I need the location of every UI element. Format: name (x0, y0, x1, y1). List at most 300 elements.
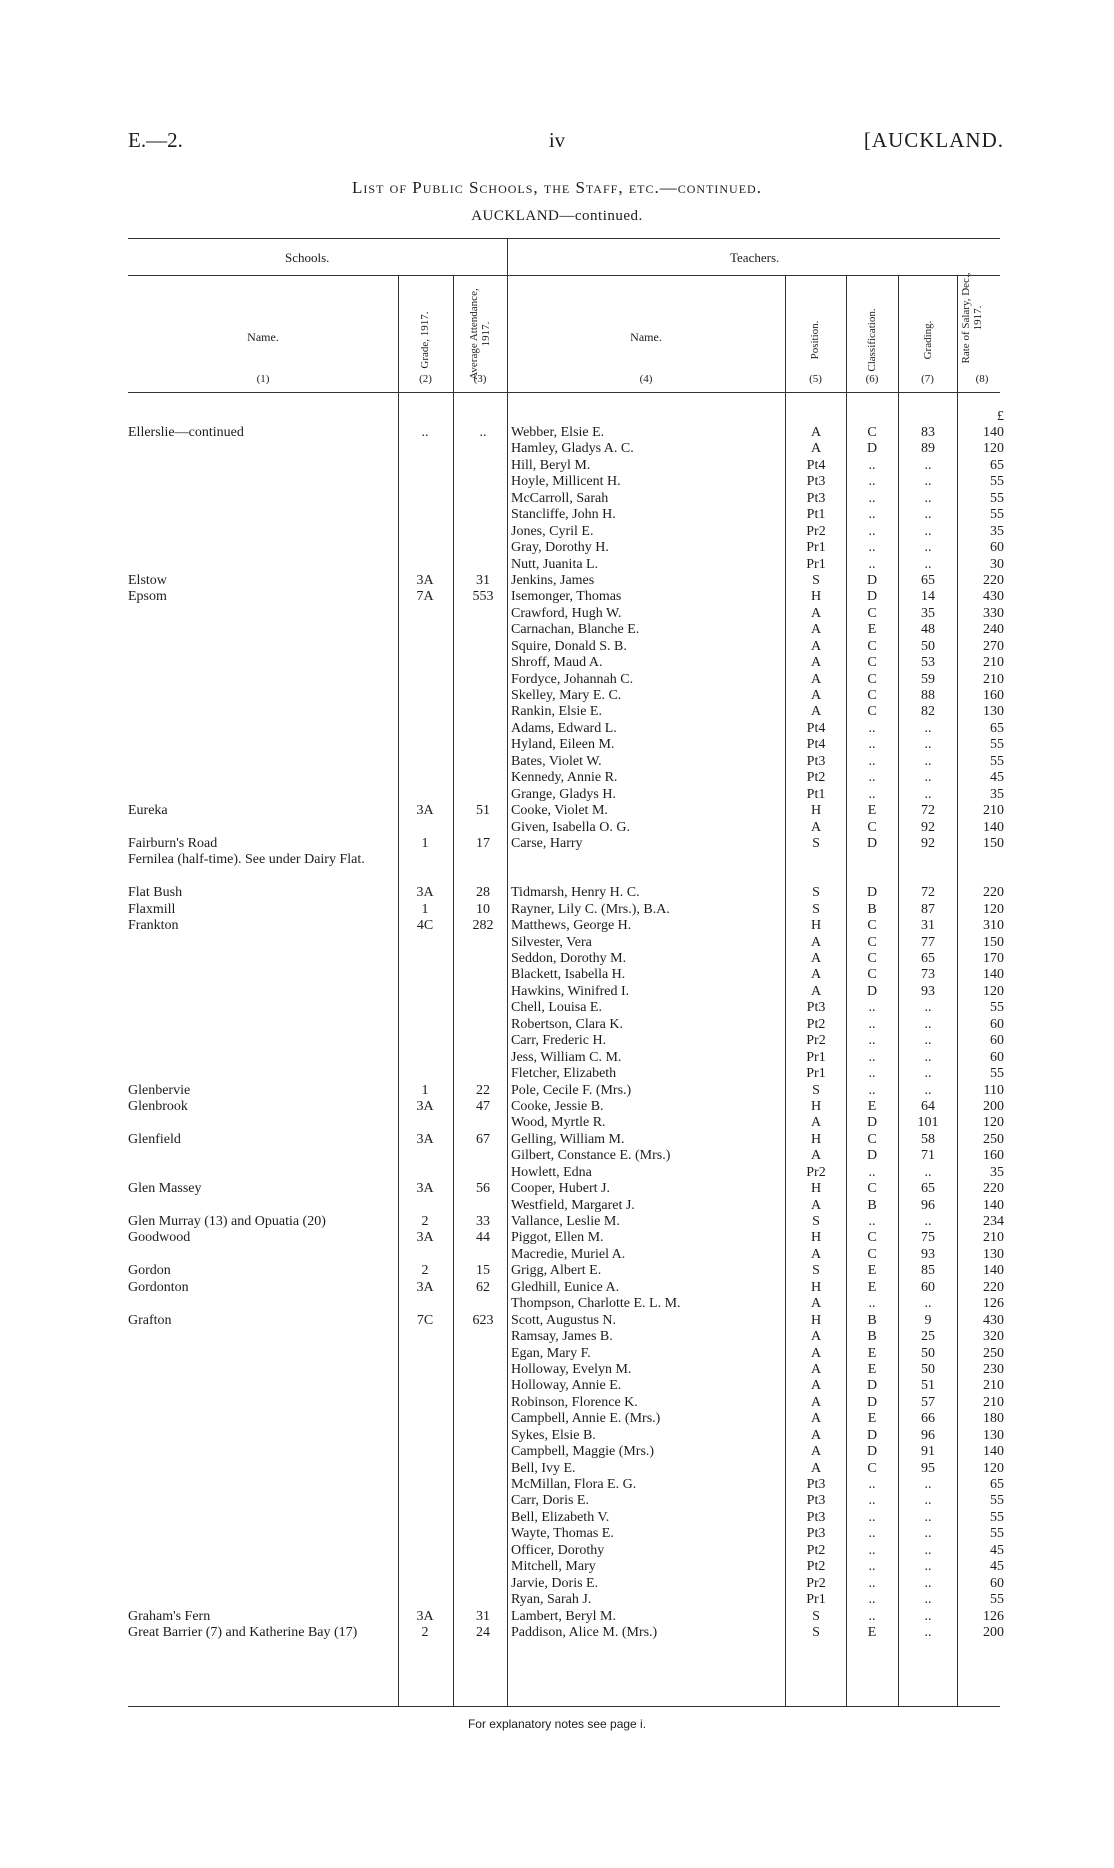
position-cell: S (812, 835, 820, 851)
teacher-name-cell: Gelling, William M. (511, 1131, 625, 1147)
salary-cell: 60 (990, 540, 1004, 556)
salary-cell: 126 (983, 1296, 1004, 1312)
grading-cell: .. (924, 1493, 932, 1509)
table-row (0, 1083, 1114, 1099)
salary-cell: 210 (983, 655, 1004, 671)
school-name-cell: Fernilea (half-time). See under Dairy Flat. (128, 852, 365, 868)
table-row (0, 836, 1114, 852)
grading-cell: 91 (921, 1444, 935, 1460)
table-row (0, 1477, 1114, 1493)
table-row (0, 1132, 1114, 1148)
position-cell: H (810, 589, 822, 605)
salary-cell: 240 (983, 622, 1004, 638)
grading-cell: 65 (921, 1181, 935, 1197)
teacher-name-cell: Webber, Elsie E. (511, 425, 605, 440)
classification-cell: .. (868, 1509, 876, 1525)
classification-cell: C (867, 1181, 877, 1197)
grade-cell: 3A (416, 1279, 434, 1295)
table-row (0, 540, 1114, 556)
classification-cell: .. (868, 770, 876, 786)
salary-cell: 65 (990, 720, 1004, 736)
grading-cell: 9 (924, 1312, 932, 1328)
classification-cell: C (867, 638, 877, 654)
classification-cell: .. (868, 556, 876, 572)
school-name-cell: Gordonton (128, 1279, 189, 1295)
salary-cell: 55 (990, 1526, 1004, 1542)
salary-cell: 210 (983, 671, 1004, 687)
position-cell: Pr1 (806, 1049, 826, 1065)
classification-cell: .. (868, 1542, 876, 1558)
salary-cell: 55 (990, 507, 1004, 523)
average-attendance-cell: 15 (476, 1263, 490, 1279)
classification-cell: .. (868, 1477, 876, 1493)
teacher-name-cell: Cooper, Hubert J. (511, 1181, 610, 1197)
salary-cell: 200 (983, 1624, 1004, 1640)
classification-cell: B (867, 1197, 877, 1213)
table-row (0, 1559, 1114, 1575)
grading-cell: .. (924, 1066, 932, 1082)
classification-cell: .. (868, 1296, 876, 1312)
teacher-name-cell: Hill, Beryl M. (511, 457, 591, 473)
teacher-name-cell: Cooke, Violet M. (511, 803, 608, 819)
school-name-cell: Elstow (128, 572, 167, 588)
position-cell: Pt3 (806, 1509, 826, 1525)
classification-cell: E (867, 1345, 877, 1361)
teacher-name-cell: Campbell, Maggie (Mrs.) (511, 1444, 655, 1460)
staff-table-body (0, 425, 1114, 1658)
classification-cell: C (867, 934, 877, 950)
grade-header: Grade, 1917. (419, 311, 431, 369)
classification-cell: E (867, 1624, 877, 1640)
average-attendance-cell: 47 (476, 1098, 490, 1114)
table-row (0, 688, 1114, 704)
table-row (0, 721, 1114, 737)
grading-cell: .. (924, 1509, 932, 1525)
position-cell: A (810, 951, 822, 967)
teacher-name-cell: McMillan, Flora E. G. (511, 1477, 637, 1493)
classification-cell: .. (868, 1592, 876, 1608)
teacher-name-cell: Squire, Donald S. B. (511, 638, 627, 654)
salary-cell: 45 (990, 770, 1004, 786)
grade-cell: 1 (421, 901, 429, 917)
classification-cell: D (866, 1115, 878, 1131)
teacher-name-cell: Holloway, Evelyn M. (511, 1361, 632, 1377)
grading-cell: .. (924, 507, 932, 523)
table-row (0, 820, 1114, 836)
teacher-name-cell: Grange, Gladys H. (511, 786, 616, 802)
teacher-name-cell: Bell, Ivy E. (511, 1460, 576, 1476)
classification-cell: E (867, 1279, 877, 1295)
grading-cell: 58 (921, 1131, 935, 1147)
classification-cell: .. (868, 1493, 876, 1509)
position-cell: H (810, 1131, 822, 1147)
classification-cell: C (867, 688, 877, 703)
grading-cell: .. (924, 1592, 932, 1608)
average-attendance-cell: 282 (472, 918, 494, 934)
average-attendance-cell: 56 (476, 1181, 490, 1197)
teacher-name-cell: Fordyce, Johannah C. (511, 671, 634, 687)
grading-cell: .. (924, 1608, 932, 1624)
teacher-name-cell: Vallance, Leslie M. (511, 1214, 620, 1230)
grading-cell: .. (924, 753, 932, 769)
classification-cell: .. (868, 1214, 876, 1230)
teacher-name-cell: Westfield, Margaret J. (511, 1197, 635, 1213)
school-name-cell: Flaxmill (128, 901, 176, 917)
table-row (0, 458, 1114, 474)
teacher-name-cell: Hyland, Eileen M. (511, 737, 615, 753)
position-header: Position. (809, 320, 821, 360)
average-attendance-cell: 10 (476, 901, 490, 917)
position-cell: Pr1 (806, 1066, 826, 1082)
position-cell: S (812, 572, 820, 588)
page-title: List of Public Schools, the Staff, etc.—continued. (352, 178, 762, 197)
table-row (0, 1395, 1114, 1411)
position-cell: A (810, 605, 822, 621)
position-cell: A (810, 1148, 822, 1164)
average-attendance-cell: 44 (476, 1230, 490, 1246)
table-row (0, 672, 1114, 688)
grading-cell: .. (924, 770, 932, 786)
position-cell: Pt3 (806, 1477, 826, 1493)
classification-cell: D (866, 1394, 878, 1410)
position-cell: Pt3 (806, 1000, 826, 1016)
teacher-name-cell: Gilbert, Constance E. (Mrs.) (511, 1148, 671, 1164)
school-name-cell: Glenfield (128, 1131, 181, 1147)
position-cell: A (810, 655, 822, 671)
grading-cell: 53 (921, 655, 935, 671)
table-row (0, 1198, 1114, 1214)
teacher-name-cell: Carnachan, Blanche E. (511, 622, 640, 638)
table-row (0, 803, 1114, 819)
salary-cell: 35 (990, 523, 1004, 539)
school-name-cell: Fairburn's Road (128, 835, 218, 851)
teacher-name-cell: Grigg, Albert E. (511, 1263, 602, 1279)
classification-cell: D (866, 1378, 878, 1394)
salary-cell: 180 (983, 1411, 1004, 1427)
teacher-name-cell: Jones, Cyril E. (511, 523, 594, 539)
school-name-cell: Glen Massey (128, 1181, 202, 1197)
table-row (0, 704, 1114, 720)
grading-cell: 25 (921, 1329, 935, 1345)
classification-cell: D (866, 1427, 878, 1443)
average-attendance-cell: .. (479, 425, 487, 440)
grading-cell: 96 (921, 1427, 935, 1443)
salary-cell: 35 (990, 1164, 1004, 1180)
salary-cell: 140 (983, 1197, 1004, 1213)
average-attendance-cell: 67 (476, 1131, 490, 1147)
grade-cell: 7C (416, 1312, 434, 1328)
classification-cell: B (867, 1329, 877, 1345)
position-cell: Pr2 (806, 1575, 826, 1591)
footnote: For explanatory notes see page i. (467, 1717, 647, 1731)
grade-cell: 2 (421, 1214, 429, 1230)
table-row (0, 1346, 1114, 1362)
grading-cell: 101 (917, 1115, 939, 1131)
table-row (0, 1543, 1114, 1559)
school-name-cell: Epsom (128, 589, 167, 605)
teacher-name-cell: Campbell, Annie E. (Mrs.) (511, 1411, 661, 1427)
position-cell: S (812, 1624, 820, 1640)
grading-cell: .. (924, 490, 932, 506)
position-cell: Pt1 (806, 786, 826, 802)
position-cell: A (810, 934, 822, 950)
classification-cell: E (867, 1361, 877, 1377)
teacher-name-cell: Isemonger, Thomas (511, 589, 622, 605)
position-cell: A (810, 1246, 822, 1262)
salary-cell: 55 (990, 737, 1004, 753)
grading-cell: 95 (921, 1460, 935, 1476)
teacher-name-cell: Given, Isabella O. G. (511, 819, 630, 835)
classification-cell: .. (868, 1082, 876, 1098)
grading-cell: 72 (921, 885, 935, 901)
salary-cell: 60 (990, 1575, 1004, 1591)
classification-cell: .. (868, 1049, 876, 1065)
position-cell: A (810, 704, 822, 720)
school-name-header: Name. (247, 330, 279, 344)
position-cell: H (810, 803, 822, 819)
teacher-name-cell: Ryan, Sarah J. (511, 1592, 592, 1608)
position-cell: H (810, 1279, 822, 1295)
position-cell: Pr1 (806, 1592, 826, 1608)
table-row (0, 507, 1114, 523)
teacher-name-cell: Robertson, Clara K. (511, 1016, 623, 1032)
classification-cell: .. (868, 786, 876, 802)
teacher-name-cell: Holloway, Annie E. (511, 1378, 622, 1394)
teacher-name-cell: Skelley, Mary E. C. (511, 688, 622, 703)
salary-cell: 150 (983, 934, 1004, 950)
table-row (0, 754, 1114, 770)
teacher-name-cell: Officer, Dorothy (511, 1542, 605, 1558)
classification-cell: E (867, 622, 877, 638)
position-cell: Pt3 (806, 1493, 826, 1509)
position-cell: S (812, 901, 820, 917)
classification-cell: C (867, 819, 877, 835)
classification-cell: .. (868, 1066, 876, 1082)
classification-cell: .. (868, 1608, 876, 1624)
classification-cell: .. (868, 753, 876, 769)
school-name-cell: Gordon (128, 1263, 171, 1279)
salary-cell: 130 (983, 704, 1004, 720)
position-cell: S (812, 1082, 820, 1098)
salary-cell: 110 (983, 1082, 1004, 1098)
average-attendance-cell: 22 (476, 1082, 490, 1098)
grading-cell: 85 (921, 1263, 935, 1279)
grading-cell: .. (924, 1082, 932, 1098)
grading-cell: 83 (921, 425, 935, 440)
salary-cell: 120 (983, 901, 1004, 917)
grading-cell: .. (924, 474, 932, 490)
table-row (0, 1411, 1114, 1427)
teacher-name-cell: McCarroll, Sarah (511, 490, 609, 506)
salary-cell: 250 (983, 1345, 1004, 1361)
grading-cell: 77 (921, 934, 935, 950)
teacher-name-cell: Hawkins, Winifred I. (511, 983, 630, 999)
column-number-5: (5) (809, 373, 822, 385)
table-row (0, 639, 1114, 655)
table-row (0, 1033, 1114, 1049)
teacher-name-cell: Piggot, Ellen M. (511, 1230, 604, 1246)
grading-cell: .. (924, 457, 932, 473)
table-row (0, 967, 1114, 983)
salary-cell: 320 (983, 1329, 1004, 1345)
position-cell: A (810, 983, 822, 999)
grade-cell: .. (421, 425, 429, 440)
salary-cell: 130 (983, 1246, 1004, 1262)
teacher-name-cell: Howlett, Edna (511, 1164, 592, 1180)
classification-cell: .. (868, 540, 876, 556)
position-cell: Pt3 (806, 1526, 826, 1542)
classification-cell: D (866, 1444, 878, 1460)
classification-cell: D (866, 983, 878, 999)
grading-cell: 88 (921, 688, 935, 703)
teacher-name-cell: Wayte, Thomas E. (511, 1526, 614, 1542)
position-cell: A (810, 1460, 822, 1476)
teacher-name-cell: Shroff, Maud A. (511, 655, 603, 671)
table-row (0, 1461, 1114, 1477)
teacher-name-cell: Bell, Elizabeth V. (511, 1509, 610, 1525)
position-cell: Pt2 (806, 770, 826, 786)
column-number-1: (1) (256, 373, 270, 385)
grading-cell: .. (924, 1214, 932, 1230)
grading-cell: .. (924, 1033, 932, 1049)
grading-cell: 64 (921, 1098, 935, 1114)
salary-cell: 60 (990, 1033, 1004, 1049)
salary-cell: 120 (983, 1115, 1004, 1131)
classification-cell: C (867, 425, 877, 440)
grading-cell: .. (924, 540, 932, 556)
grading-cell: 75 (921, 1230, 935, 1246)
table-row (0, 1066, 1114, 1082)
grading-cell: .. (924, 1000, 932, 1016)
classification-cell: C (867, 967, 877, 983)
grading-cell: .. (924, 1049, 932, 1065)
grading-cell: 92 (921, 819, 935, 835)
column-number-4: (4) (639, 373, 653, 385)
classification-cell: D (866, 572, 878, 588)
grading-cell: .. (924, 1016, 932, 1032)
teacher-name-cell: Hoyle, Millicent H. (511, 474, 621, 490)
teacher-name-cell: Ramsay, James B. (511, 1329, 613, 1345)
school-name-cell: Eureka (128, 803, 168, 819)
attendance-header: Average Attendance, 1917. (468, 288, 492, 380)
teacher-name-cell: Robinson, Florence K. (511, 1394, 638, 1410)
salary-cell: 140 (983, 819, 1004, 835)
position-cell: A (810, 1115, 822, 1131)
classification-cell: .. (868, 490, 876, 506)
classification-cell: C (867, 918, 877, 934)
position-cell: Pr2 (806, 1033, 826, 1049)
teacher-name-cell: Matthews, George H. (511, 918, 632, 934)
position-cell: Pr2 (806, 523, 826, 539)
school-name-cell: Glenbrook (128, 1098, 188, 1114)
table-row (0, 1510, 1114, 1526)
position-cell: A (810, 1427, 822, 1443)
table-row (0, 1214, 1114, 1230)
classification-cell: B (867, 1312, 877, 1328)
average-attendance-cell: 51 (476, 803, 490, 819)
position-cell: A (810, 1296, 822, 1312)
table-row (0, 1576, 1114, 1592)
table-row (0, 1017, 1114, 1033)
position-cell: Pt3 (806, 490, 826, 506)
table-row (0, 425, 1114, 441)
classification-cell: E (867, 803, 877, 819)
table-row (0, 573, 1114, 589)
classification-header: Classification. (866, 308, 878, 372)
school-name-cell: Glenbervie (128, 1082, 191, 1098)
table-row (0, 787, 1114, 803)
grading-cell: 82 (921, 704, 935, 720)
table-row (0, 491, 1114, 507)
salary-cell: 430 (983, 1312, 1004, 1328)
teacher-name-header: Name. (630, 330, 662, 344)
grading-cell: 93 (921, 1246, 935, 1262)
position-cell: Pt2 (806, 1542, 826, 1558)
table-row (0, 737, 1114, 753)
teacher-name-cell: Jarvie, Doris E. (511, 1575, 599, 1591)
teacher-name-cell: Kennedy, Annie R. (511, 770, 618, 786)
salary-cell: 55 (990, 474, 1004, 490)
position-cell: Pt1 (806, 507, 826, 523)
grading-cell: .. (924, 1575, 932, 1591)
table-row (0, 1329, 1114, 1345)
classification-cell: C (867, 704, 877, 720)
table-row (0, 1230, 1114, 1246)
school-name-cell: Goodwood (128, 1230, 191, 1246)
grading-cell: 89 (921, 441, 935, 457)
table-row (0, 1099, 1114, 1115)
table-row (0, 1378, 1114, 1394)
currency-symbol: £ (997, 409, 1004, 424)
grade-cell: 3A (416, 1230, 434, 1246)
classification-cell: .. (868, 720, 876, 736)
table-row (0, 1609, 1114, 1625)
grading-cell: 96 (921, 1197, 935, 1213)
teacher-name-cell: Gledhill, Eunice A. (511, 1279, 620, 1295)
salary-cell: 220 (983, 885, 1004, 901)
grading-cell: .. (924, 1526, 932, 1542)
position-cell: H (810, 1312, 822, 1328)
grading-cell: 14 (921, 589, 935, 605)
grading-cell: .. (924, 523, 932, 539)
school-name-cell: Ellerslie—continued (128, 425, 244, 440)
classification-cell: D (866, 1148, 878, 1164)
teacher-name-cell: Lambert, Beryl M. (511, 1608, 616, 1624)
table-row (0, 1313, 1114, 1329)
average-attendance-cell: 28 (476, 885, 490, 901)
grade-cell: 4C (416, 918, 434, 934)
grade-cell: 2 (421, 1263, 429, 1279)
grade-cell: 7A (416, 589, 434, 605)
teacher-name-cell: Rayner, Lily C. (Mrs.), B.A. (511, 901, 670, 917)
teacher-name-cell: Carr, Frederic H. (511, 1033, 607, 1049)
salary-cell: 140 (983, 1444, 1004, 1460)
salary-cell: 210 (983, 1378, 1004, 1394)
table-row (0, 885, 1114, 901)
grading-header: Grading. (922, 320, 934, 360)
position-cell: Pt3 (806, 474, 826, 490)
position-cell: Pt3 (806, 753, 826, 769)
position-cell: A (810, 1444, 822, 1460)
classification-cell: C (867, 605, 877, 621)
salary-cell: 60 (990, 1049, 1004, 1065)
teacher-name-cell: Egan, Mary F. (511, 1345, 591, 1361)
grading-cell: 31 (921, 918, 935, 934)
grade-cell: 3A (416, 1181, 434, 1197)
classification-cell: C (867, 1230, 877, 1246)
page-subtitle: AUCKLAND—continued. (471, 208, 643, 224)
teachers-group-header: Teachers. (730, 250, 780, 265)
